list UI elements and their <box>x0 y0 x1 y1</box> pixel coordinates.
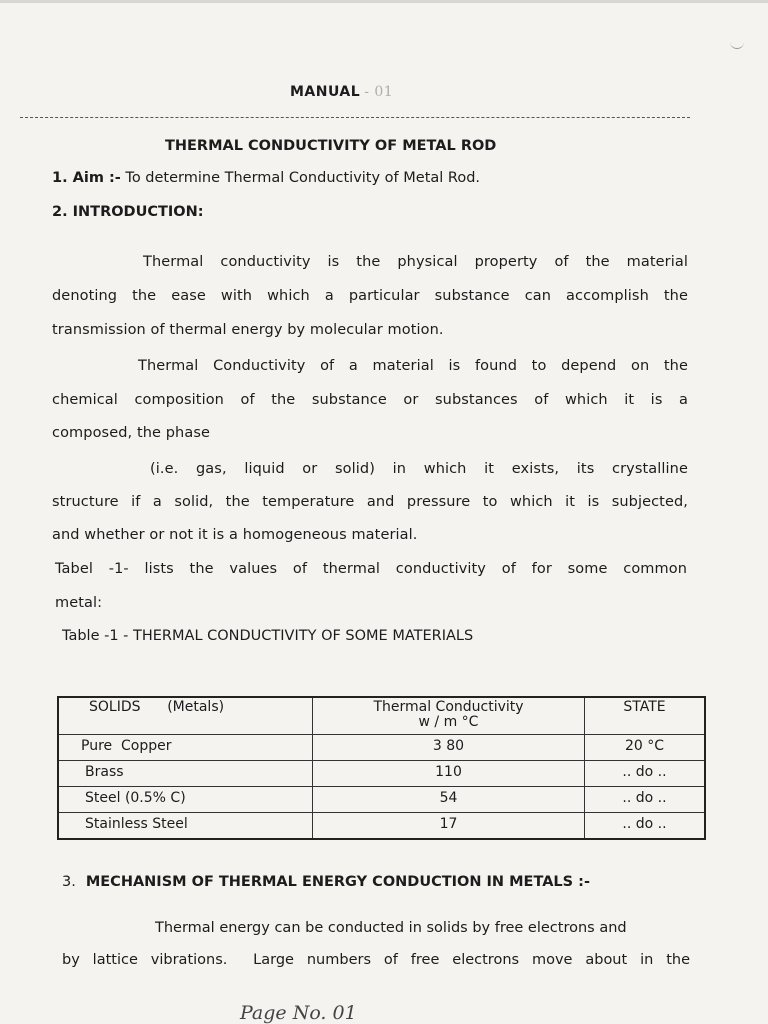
para3-line1: (i.e. gas, liquid or solid) in which it exists, its crystalline <box>150 461 688 477</box>
para3-line2: structure if a solid, the temperature and pressure to which it is subjected, <box>52 494 688 510</box>
cell-conductivity: 54 <box>313 787 585 813</box>
cell-solid: Pure Copper <box>58 735 313 761</box>
thermal-conductivity-table <box>57 696 706 840</box>
aim-label: 1. Aim :- <box>52 170 121 186</box>
header-state: STATE <box>585 697 706 735</box>
intro-heading: 2. INTRODUCTION: <box>52 204 204 220</box>
header-conductivity-label: Thermal Conductivity <box>373 699 524 715</box>
manual-label: MANUAL <box>290 84 361 100</box>
table-row <box>58 735 705 761</box>
para1-line2: denoting the ease with which a particular substance can accomplish the <box>52 288 688 304</box>
para5-line2: by lattice vibrations. Large numbers of free electrons move about in the <box>62 952 690 968</box>
table-row <box>58 787 705 813</box>
aim-text: To determine Thermal Conductivity of Metal Rod. <box>125 170 481 186</box>
cell-state: .. do .. <box>585 761 706 787</box>
para1-line1: Thermal conductivity is the physical property of the material <box>143 254 688 270</box>
section3-title: MECHANISM OF THERMAL ENERGY CONDUCTION IN METALS :- <box>85 874 590 890</box>
para4-line2: metal: <box>55 595 103 611</box>
para3-line3: and whether or not it is a homogeneous material. <box>52 527 418 543</box>
cell-state: 20 °C <box>585 735 706 761</box>
dashed-divider <box>20 117 690 118</box>
cell-conductivity: 110 <box>313 761 585 787</box>
page-top-edge <box>0 0 768 3</box>
document-title: THERMAL CONDUCTIVITY OF METAL ROD <box>165 138 497 154</box>
manual-number: - 01 <box>364 84 394 100</box>
para2-line3: composed, the phase <box>52 425 211 441</box>
table-caption: Table -1 - THERMAL CONDUCTIVITY OF SOME MATERIALS <box>62 628 474 644</box>
table-header-row <box>58 697 705 735</box>
cell-state: .. do .. <box>585 813 706 840</box>
cell-conductivity: 17 <box>313 813 585 840</box>
cell-solid: Stainless Steel <box>58 813 313 840</box>
para5-line1: Thermal energy can be conducted in solids by free electrons and <box>155 920 627 936</box>
handwritten-page-number: Page No. 01 <box>240 1002 357 1024</box>
para4-line1: Tabel -1- lists the values of thermal conductivity of for some common <box>55 561 687 577</box>
section3-number: 3. <box>62 874 76 890</box>
cell-solid: Brass <box>58 761 313 787</box>
manual-header <box>290 84 393 100</box>
header-conductivity <box>313 697 585 735</box>
header-conductivity-unit: w / m °C <box>418 714 479 730</box>
corner-pen-mark <box>730 38 744 49</box>
table-row <box>58 813 705 840</box>
para1-line3: transmission of thermal energy by molecular motion. <box>52 322 444 338</box>
cell-state: .. do .. <box>585 787 706 813</box>
table-row <box>58 761 705 787</box>
para2-line1: Thermal Conductivity of a material is found to depend on the <box>138 358 688 374</box>
cell-solid: Steel (0.5% C) <box>58 787 313 813</box>
para2-line2: chemical composition of the substance or substances of which it is a <box>52 392 688 408</box>
aim-line <box>52 170 480 186</box>
cell-conductivity: 3 80 <box>313 735 585 761</box>
section3-heading <box>62 874 590 890</box>
header-solids: SOLIDS (Metals) <box>58 697 313 735</box>
